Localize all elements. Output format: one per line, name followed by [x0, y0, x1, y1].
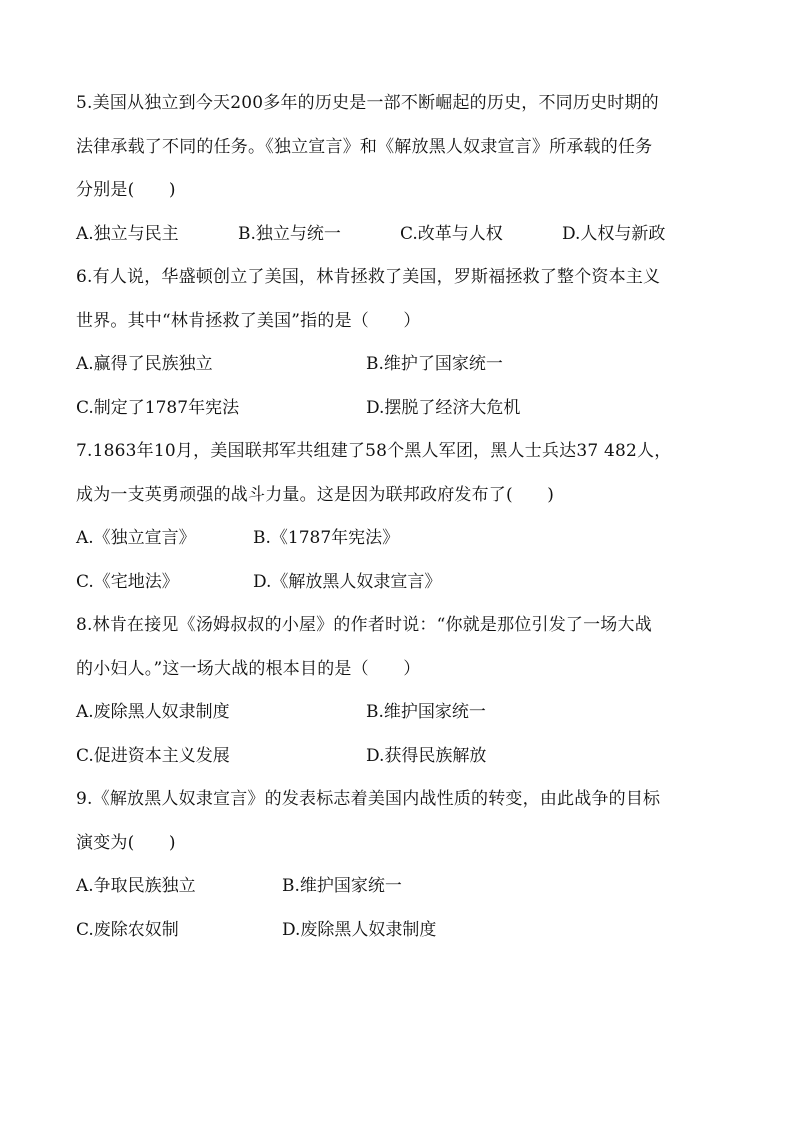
question-6-option-d: D.摆脱了经济大危机: [366, 397, 521, 418]
question-8-options-row-2: [76, 735, 724, 779]
question-7-option-c: C.《宅地法》: [76, 571, 179, 592]
question-6: [76, 256, 724, 430]
question-9: [76, 778, 724, 952]
question-8-line-2: 的小妇人。”这一场大战的根本目的是（ ）: [76, 658, 421, 679]
question-9-option-a: A.争取民族独立: [76, 876, 196, 896]
question-5-line-2: 法律承载了不同的任务。《独立宣言》和《解放黑人奴隶宣言》所承载的任务: [76, 136, 653, 157]
question-5: [76, 82, 724, 256]
question-9-options-row-1: [76, 865, 724, 909]
question-6-options-row-2: [76, 387, 724, 431]
question-5-line-3: 分别是( ): [76, 180, 176, 200]
question-6-line-1: 6.有人说，华盛顿创立了美国，林肯拯救了美国，罗斯福拯救了整个资本主义: [76, 267, 661, 287]
question-9-line-1: 9.《解放黑人奴隶宣言》的发表标志着美国内战性质的转变，由此战争的目标: [76, 789, 661, 809]
question-7-option-a: A.《独立宣言》: [76, 528, 196, 548]
question-9-option-d: D.废除黑人奴隶制度: [282, 919, 437, 940]
question-8: [76, 604, 724, 778]
question-8-option-c: C.促进资本主义发展: [76, 745, 230, 766]
question-8-option-a: A.废除黑人奴隶制度: [76, 702, 230, 722]
question-9-line-2: 演变为( ): [76, 832, 176, 853]
question-6-options-row-1: [76, 343, 724, 387]
question-5-option-c: C.改革与人权: [400, 223, 503, 244]
question-7-options-row-1: [76, 517, 724, 561]
question-7-options-row-2: [76, 561, 724, 605]
question-6-option-c: C.制定了1787年宪法: [76, 397, 240, 418]
question-7-option-b: B.《1787年宪法》: [253, 528, 400, 548]
question-9-options-row-2: [76, 909, 724, 953]
question-5-option-d: D.人权与新政: [562, 223, 666, 244]
question-6-option-a: A.赢得了民族独立: [76, 354, 213, 374]
question-5-options: [76, 213, 724, 257]
question-8-options-row-1: [76, 691, 724, 735]
question-9-option-c: C.废除农奴制: [76, 919, 179, 940]
question-5-option-a: A.独立与民主: [76, 223, 179, 244]
question-5-line-1: 5.美国从独立到今天200多年的历史是一部不断崛起的历史，不同历史时期的: [76, 93, 659, 113]
question-8-option-b: B.维护国家统一: [366, 702, 486, 722]
question-6-option-b: B.维护了国家统一: [366, 354, 503, 374]
question-9-option-b: B.维护国家统一: [282, 876, 402, 896]
question-7-line-2: 成为一支英勇顽强的战斗力量。这是因为联邦政府发布了( ): [76, 484, 555, 505]
question-7-line-1: 7.1863年10月，美国联邦军共组建了58个黑人军团，黑人士兵达37 482人，: [76, 441, 672, 461]
question-8-option-d: D.获得民族解放: [366, 745, 487, 766]
question-8-line-1: 8.林肯在接见《汤姆叔叔的小屋》的作者时说：“你就是那位引发了一场大战: [76, 615, 652, 635]
question-7: [76, 430, 724, 604]
question-6-line-2: 世界。其中“林肯拯救了美国”指的是（ ）: [76, 310, 421, 331]
question-7-option-d: D.《解放黑人奴隶宣言》: [253, 571, 442, 592]
question-5-option-b: B.独立与统一: [238, 223, 341, 244]
